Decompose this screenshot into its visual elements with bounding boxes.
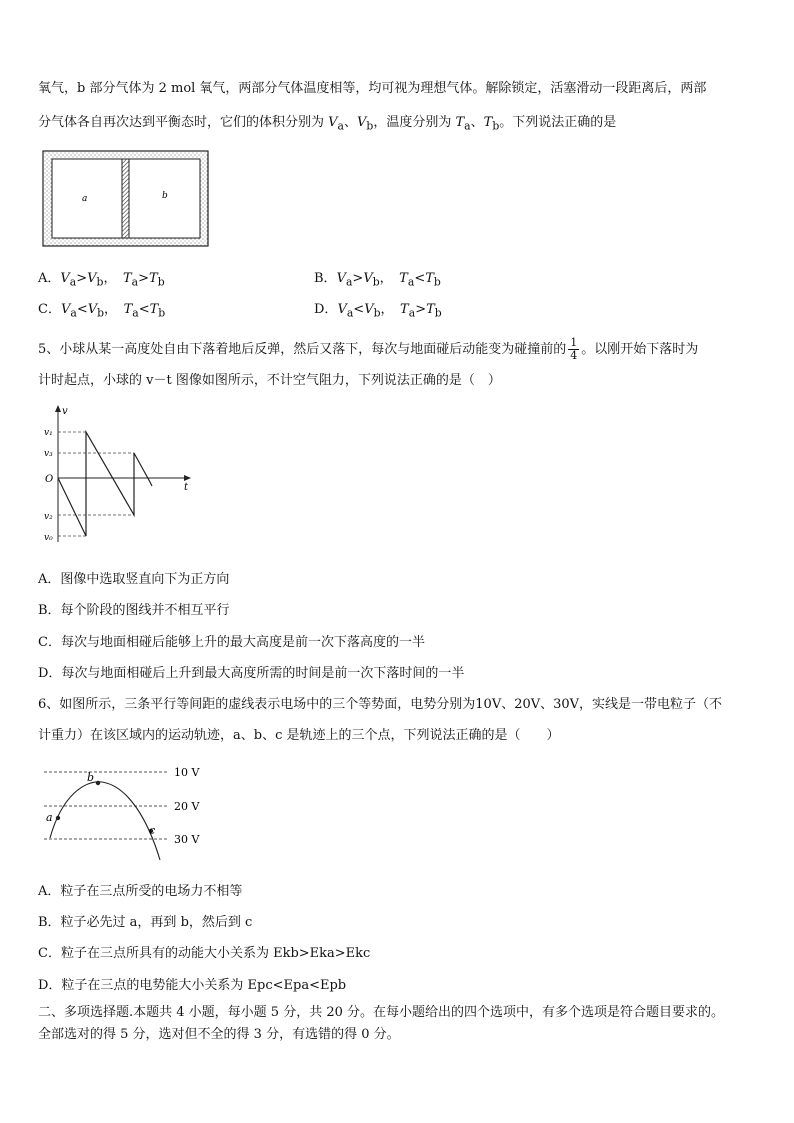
q4-option-d: D．$V_a<V_b$， $T_a>T_b$ xyxy=(314,302,442,320)
section2-line-1: 二、多项选择题.本题共 4 小题，每小题 5 分，共 20 分。在每小题给出的四个选项中，有多个选项是符合题目要求的。 xyxy=(38,1005,725,1020)
v2-label: v₂ xyxy=(44,512,53,522)
intro-line-1: 氧气，b 部分气体为 2 mol 氧气，两部分气体温度相等，均可视为理想气体。解除锁定，活塞滑动一段距离后，两部 xyxy=(38,81,707,96)
gas-a-label: a xyxy=(82,194,88,204)
fraction xyxy=(568,337,579,362)
v-axis-label: v xyxy=(62,406,68,417)
vt-curve xyxy=(58,432,152,536)
q4-option-b: B．$V_a>V_b$， $T_a<T_b$ xyxy=(314,271,441,289)
v-axis-arrow xyxy=(55,405,61,412)
q5-stem-pre: 5、小球从某一高度处自由下落着地后反弹，然后又落下，每次与地面碰后动能变为碰撞前的 xyxy=(38,342,567,357)
point-a-label: a xyxy=(46,811,53,824)
intro-line-2: 分气体各自再次达到平衡态时，它们的体积分别为 $V_a$、$V_b$，温度分别为 $T_a$、$T_b$。下列说法正确的是 xyxy=(38,115,617,133)
fraction-numerator: 1 xyxy=(570,336,578,349)
q6-option-a: A．粒子在三点所受的电场力不相等 xyxy=(38,884,243,899)
q6-option-c: C．粒子在三点所具有的动能大小关系为 Ekb>Eka>Ekc xyxy=(38,946,371,961)
q5-stem-post: 。以刚开始下落时为 xyxy=(581,342,699,357)
fraction-denominator: 4 xyxy=(570,349,578,362)
q5-option-c: C．每次与地面相碰后能够上升的最大高度是前一次下落高度的一半 xyxy=(38,635,425,650)
q5-option-b: B．每个阶段的图线并不相互平行 xyxy=(38,603,230,618)
t-axis-label: t xyxy=(184,482,189,493)
origin-label: O xyxy=(45,474,54,485)
v0-label: v₀ xyxy=(44,533,53,543)
q5-stem-line-2: 计时起点，小球的 v－t 图像如图所示，不计空气阻力，下列说法正确的是（ ） xyxy=(38,373,501,388)
trajectory xyxy=(50,782,160,860)
q5-option-d: D．每次与地面相碰后上升到最大高度所需的时间是前一次下落时间的一半 xyxy=(38,666,465,681)
q6-stem-line-1: 6、如图所示，三条平行等间距的虚线表示电场中的三个等势面，电势分别为10V、20V、30V，实线是一带电粒子（不 xyxy=(38,697,723,712)
potential-10v-label: 10 V xyxy=(174,766,200,779)
potential-20v-label: 20 V xyxy=(174,800,200,813)
q4-option-c: C．$V_a<V_b$， $T_a<T_b$ xyxy=(38,302,166,320)
piston xyxy=(122,159,129,238)
potential-30v-label: 30 V xyxy=(174,833,200,846)
point-b xyxy=(96,781,100,785)
intro-line-2-post: 。下列说法正确的是 xyxy=(499,115,617,130)
intro-line-2-pre: 分气体各自再次达到平衡态时，它们的体积分别为 xyxy=(38,115,329,130)
q6-option-d: D．粒子在三点的电势能大小关系为 Epc<Epa<Epb xyxy=(38,978,347,993)
gas-b-label: b xyxy=(162,191,168,201)
section2-line-2: 全部选对的得 5 分，选对但不全的得 3 分，有选错的得 0 分。 xyxy=(38,1027,400,1042)
point-a xyxy=(56,816,60,820)
t-axis-arrow xyxy=(184,475,191,481)
point-b-label: b xyxy=(87,771,95,784)
point-c-label: c xyxy=(149,824,156,837)
vt-graph xyxy=(40,402,200,547)
field-figure xyxy=(40,760,215,865)
v3-label: v₃ xyxy=(44,449,53,459)
q5-option-a: A．图像中选取竖直向下为正方向 xyxy=(38,572,230,587)
q6-option-b: B．粒子必先过 a，再到 b，然后到 c xyxy=(38,915,253,930)
q4-option-a: A．$V_a>V_b$， $T_a>T_b$ xyxy=(38,271,165,289)
q6-stem-line-2: 计重力）在该区域内的运动轨迹，a、b、c 是轨迹上的三个点，下列说法正确的是（ ） xyxy=(38,728,560,743)
q5-stem-line-1 xyxy=(38,337,698,362)
cylinder-figure xyxy=(42,150,210,248)
v1-label: v₁ xyxy=(44,428,53,438)
